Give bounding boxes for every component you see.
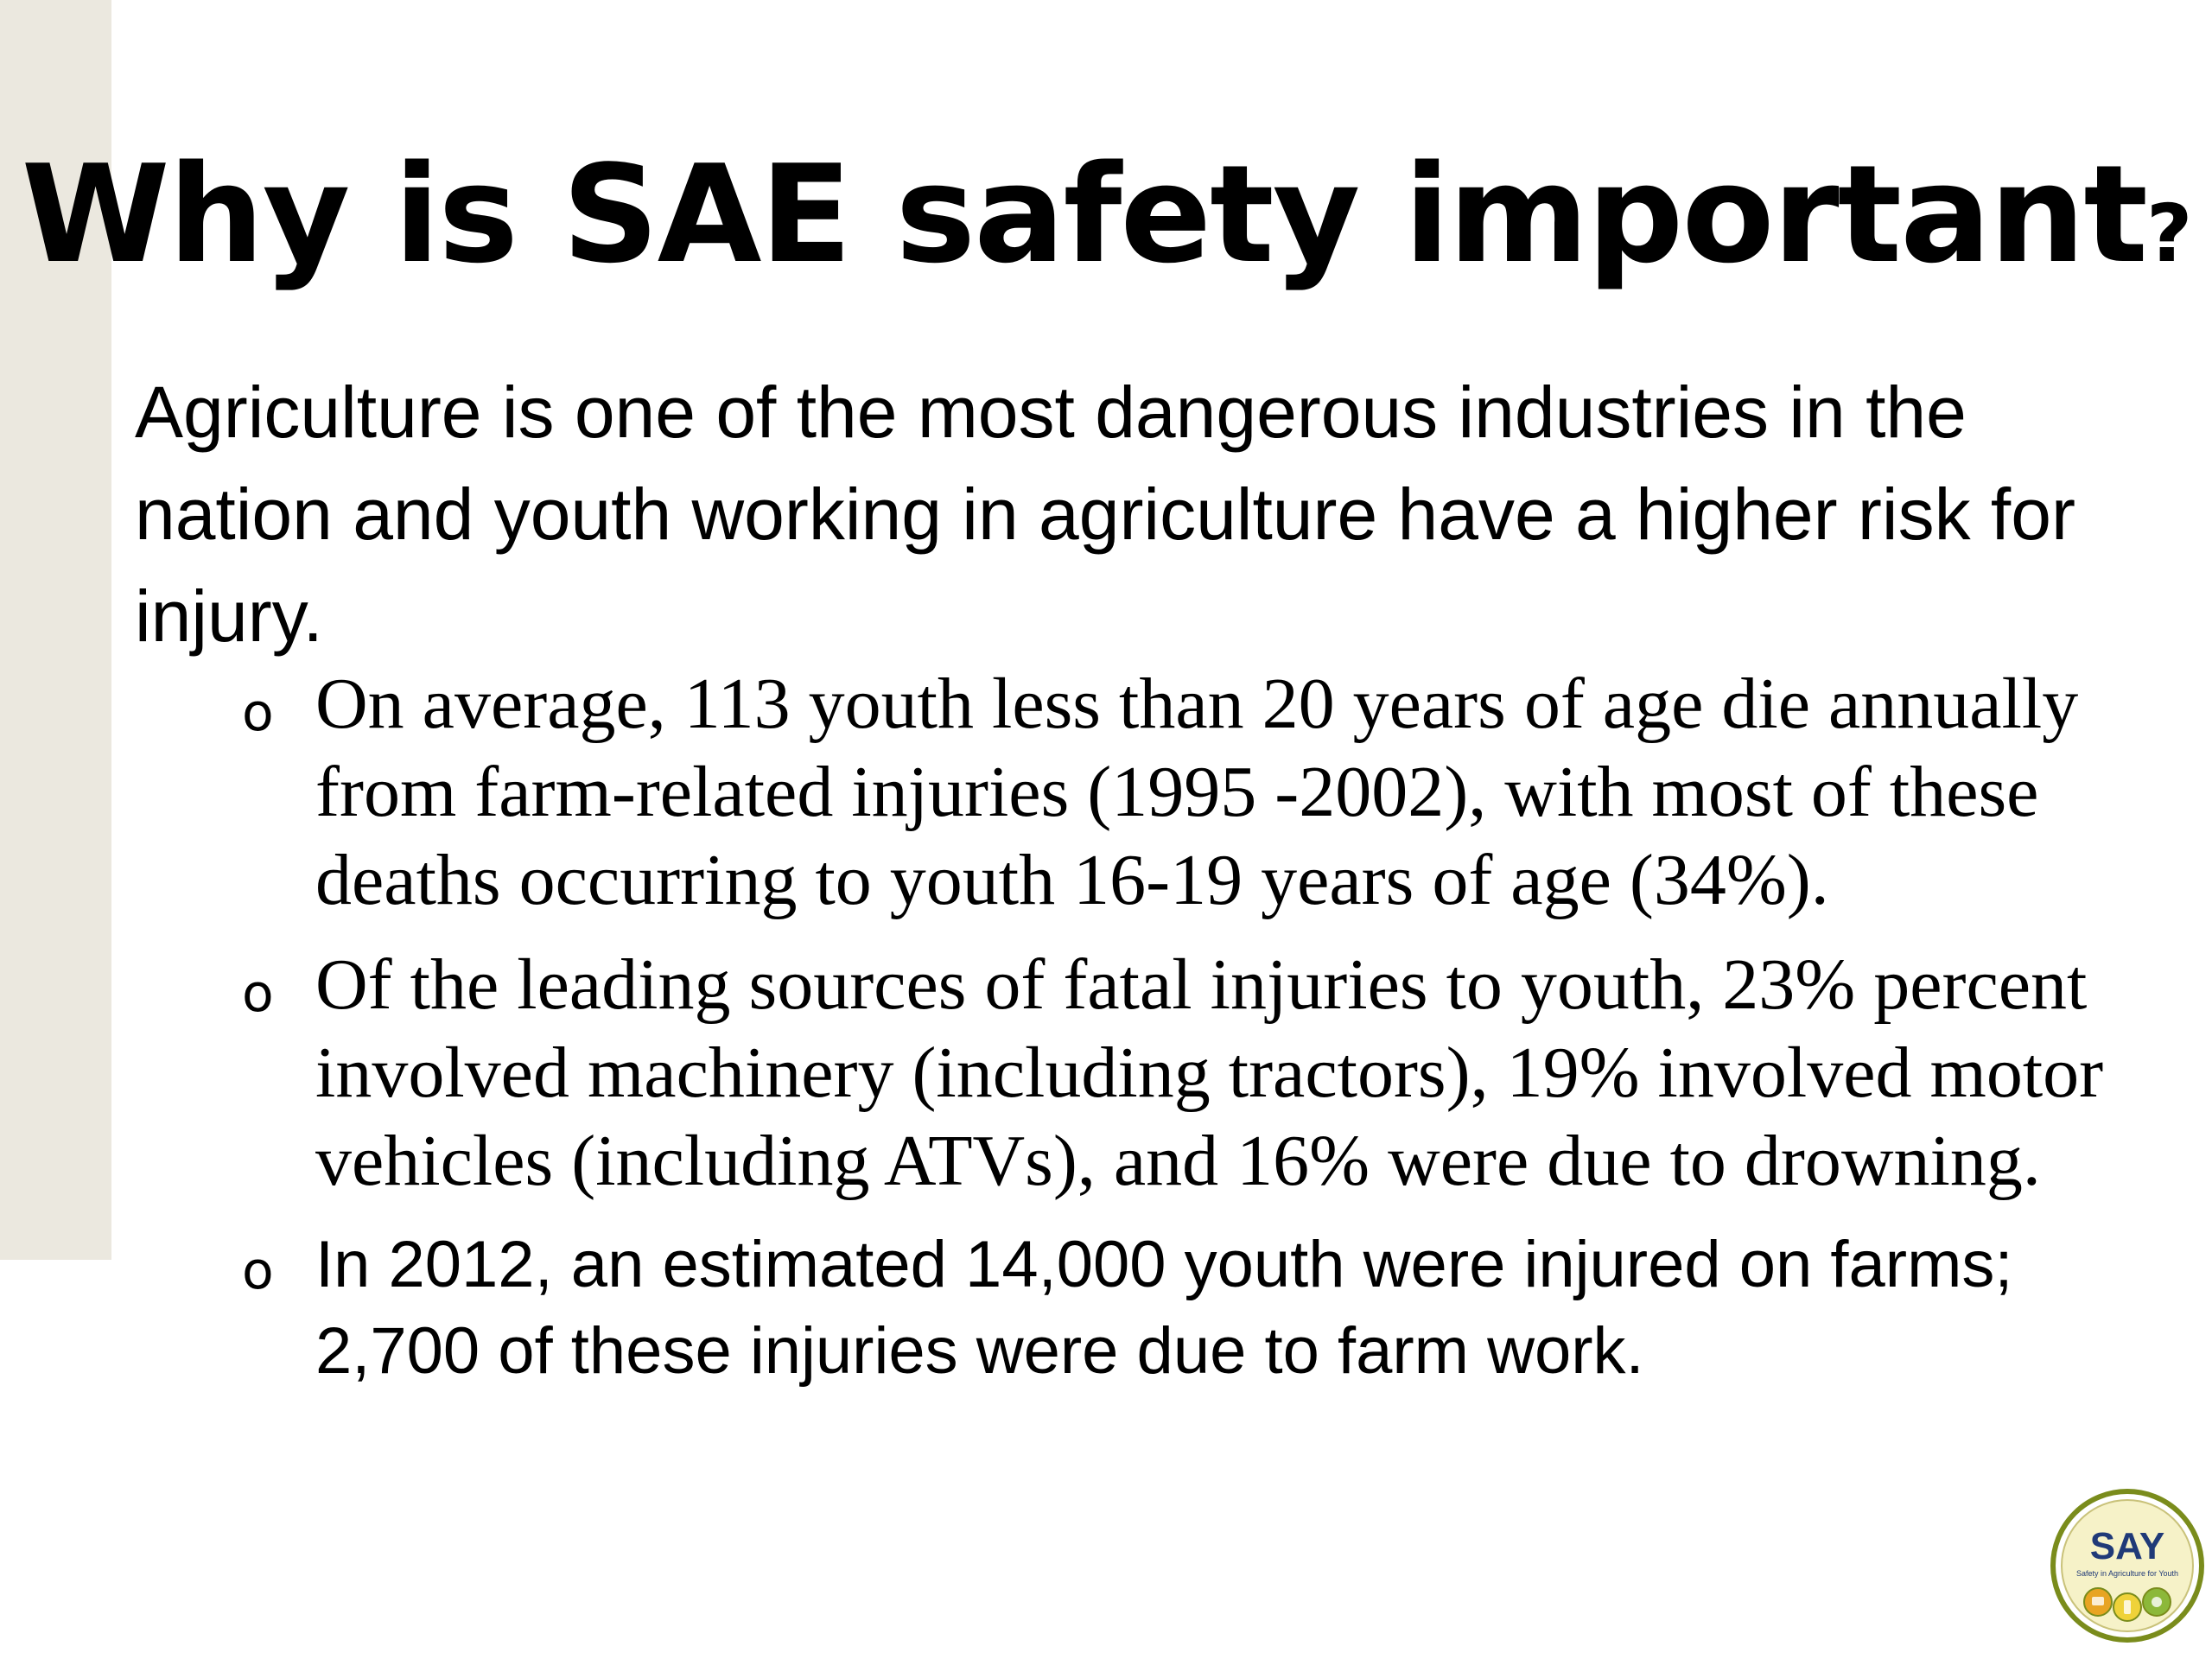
title-text: Why is SAE safety important bbox=[21, 136, 2146, 293]
slide-title bbox=[0, 128, 2212, 321]
say-logo-graphic bbox=[2050, 1488, 2205, 1643]
title-question-mark: ? bbox=[2146, 188, 2191, 280]
bullet-item bbox=[242, 1222, 2126, 1395]
logo-acronym: SAY bbox=[2089, 1525, 2165, 1567]
logo-badge-center-mark bbox=[2124, 1600, 2131, 1614]
logo-badge-right-mark bbox=[2152, 1597, 2162, 1607]
bullet-text: On average, 113 youth less than 20 years of age die annually from farm-related injuries (1995 -2002), with most of these deaths occurring to youth 16-19 years of age (34%). bbox=[315, 664, 2079, 920]
bullet-text: In 2012, an estimated 14,000 youth were injured on farms; 2,700 of these injuries were due to farm work. bbox=[315, 1228, 2013, 1388]
bullet-marker: o bbox=[242, 963, 274, 1024]
bullet-list bbox=[242, 660, 2126, 1395]
bullet-text: Of the leading sources of fatal injuries to youth, 23% percent involved machinery (including tractors), 19% involved motor vehicles (including ATVs), and 16% were due to drowning. bbox=[315, 944, 2104, 1201]
logo-badge-left-mark bbox=[2092, 1597, 2104, 1605]
intro-paragraph: Agriculture is one of the most dangerous industries in the nation and youth working in agriculture have a higher risk for injury. bbox=[135, 372, 2075, 657]
bullet-marker: o bbox=[242, 1241, 274, 1301]
bullet-item bbox=[242, 941, 2126, 1205]
logo-tagline: Safety in Agriculture for Youth bbox=[2075, 1569, 2179, 1578]
bullet-marker: o bbox=[242, 683, 274, 743]
say-logo-icon bbox=[2050, 1488, 2205, 1643]
bullet-item bbox=[242, 660, 2126, 925]
